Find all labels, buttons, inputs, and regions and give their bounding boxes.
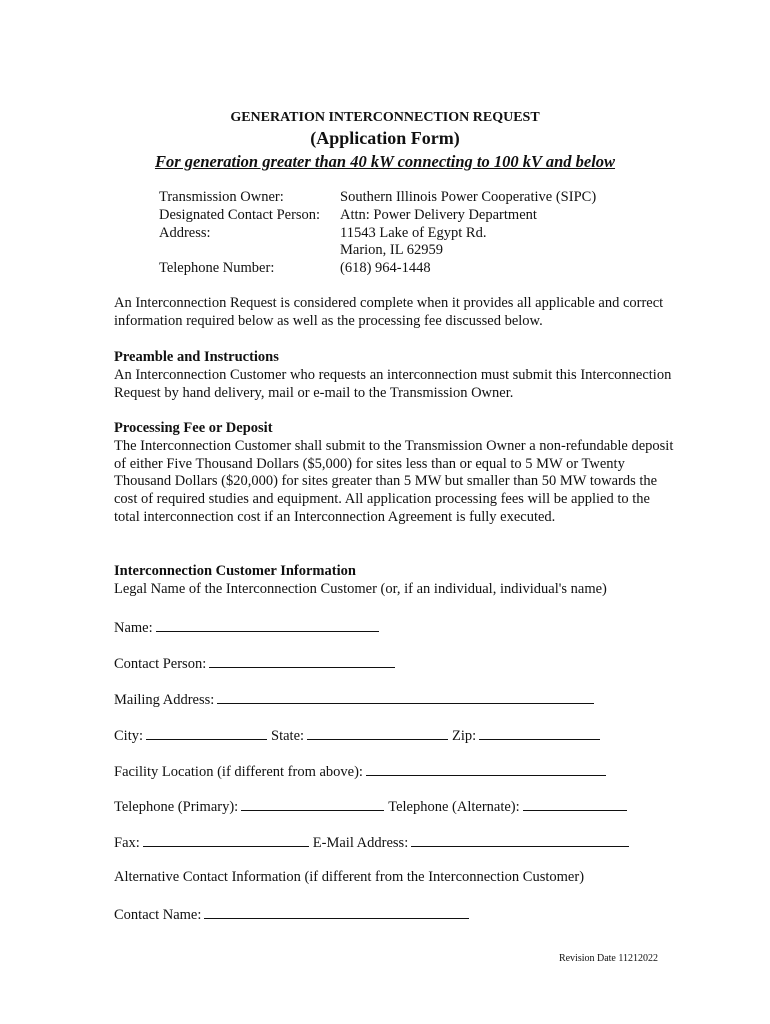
zip-input-line[interactable] <box>479 725 600 740</box>
info-value: Attn: Power Delivery Department <box>340 206 537 223</box>
info-label: Transmission Owner: <box>159 189 284 205</box>
customer-section <box>114 563 674 599</box>
zip-label: Zip: <box>452 728 477 744</box>
facility-location-field-row <box>114 761 606 781</box>
info-row-city <box>159 242 596 260</box>
customer-heading: Interconnection Customer Information <box>114 563 356 579</box>
email-input-line[interactable] <box>411 832 629 847</box>
mailing-address-field-row <box>114 689 594 709</box>
info-label: Telephone Number: <box>159 260 275 277</box>
contact-person-field-row <box>114 653 395 673</box>
info-row-owner <box>159 189 596 207</box>
contact-name-field-row <box>114 904 469 924</box>
preamble-text: An Interconnection Customer who requests an interconnection must submit this Interconnection Request by hand delivery, mail or e-mail to the Transmission Owner. <box>114 366 672 401</box>
facility-location-input-line[interactable] <box>366 761 606 776</box>
city-label: City: <box>114 728 144 744</box>
email-label: E-Mail Address: <box>312 835 409 851</box>
state-label: State: <box>271 728 305 744</box>
info-label <box>159 242 340 260</box>
info-row-contact <box>159 207 596 225</box>
fax-email-field-row <box>114 832 629 852</box>
info-label: Designated Contact Person: <box>159 206 321 223</box>
preamble-heading: Preamble and Instructions <box>114 349 279 365</box>
telephone-alternate-input-line[interactable] <box>523 796 627 811</box>
alternative-contact-note: Alternative Contact Information (if different from the Interconnection Customer) <box>114 869 585 885</box>
fax-input-line[interactable] <box>143 832 309 847</box>
contact-person-input-line[interactable] <box>209 653 395 668</box>
mailing-address-label: Mailing Address: <box>114 692 215 708</box>
contact-name-label: Contact Name: <box>114 907 202 923</box>
preamble-section <box>114 349 674 402</box>
form-scope: For generation greater than 40 kW connecting to 100 kV and below <box>154 152 616 171</box>
name-field-row <box>114 617 379 637</box>
name-label: Name: <box>114 620 153 636</box>
contact-name-input-line[interactable] <box>204 904 469 919</box>
form-title: GENERATION INTERCONNECTION REQUEST <box>230 110 540 125</box>
contact-info-block <box>159 189 596 278</box>
fee-heading: Processing Fee or Deposit <box>114 420 273 436</box>
info-value: Marion, IL 62959 <box>340 242 443 259</box>
contact-person-label: Contact Person: <box>114 656 207 672</box>
info-value: 11543 Lake of Egypt Rd. <box>340 224 487 241</box>
info-label: Address: <box>159 224 211 241</box>
intro-paragraph: An Interconnection Request is considered complete when it provides all applicable and correct information required below as well as the processing fee discussed below. <box>114 295 664 329</box>
state-input-line[interactable] <box>307 725 448 740</box>
mailing-address-input-line[interactable] <box>217 689 594 704</box>
name-input-line[interactable] <box>156 617 379 632</box>
fee-text: The Interconnection Customer shall submit to the Transmission Owner a non-refundable deposit of either Five Thousand Dollars ($5,000) for sites less than or equal to 5 MW or Twenty Thousand Dollars ($20,000) for sites greater than 5 MW but smaller than 50 MW towards the cost of required studies and equipment. All application processing fees will be applied to the total interconnection cost if an Interconnection Agreement is fully executed. <box>114 437 674 525</box>
facility-location-label: Facility Location (if different from above): <box>114 764 363 780</box>
info-row-address <box>159 225 596 243</box>
telephone-primary-label: Telephone (Primary): <box>114 799 239 815</box>
revision-date: Revision Date 11212022 <box>558 953 658 964</box>
fee-section <box>114 420 674 527</box>
telephone-field-row <box>114 796 627 816</box>
info-value: (618) 964-1448 <box>340 260 431 277</box>
city-input-line[interactable] <box>146 725 267 740</box>
telephone-alternate-label: Telephone (Alternate): <box>388 799 520 815</box>
customer-text: Legal Name of the Interconnection Customer (or, if an individual, individual's name) <box>114 580 607 597</box>
form-subtitle: (Application Form) <box>310 128 460 148</box>
fax-label: Fax: <box>114 835 140 851</box>
info-value: Southern Illinois Power Cooperative (SIPC) <box>340 189 597 205</box>
telephone-primary-input-line[interactable] <box>241 796 384 811</box>
city-state-zip-row <box>114 725 600 745</box>
info-row-phone <box>159 260 596 278</box>
